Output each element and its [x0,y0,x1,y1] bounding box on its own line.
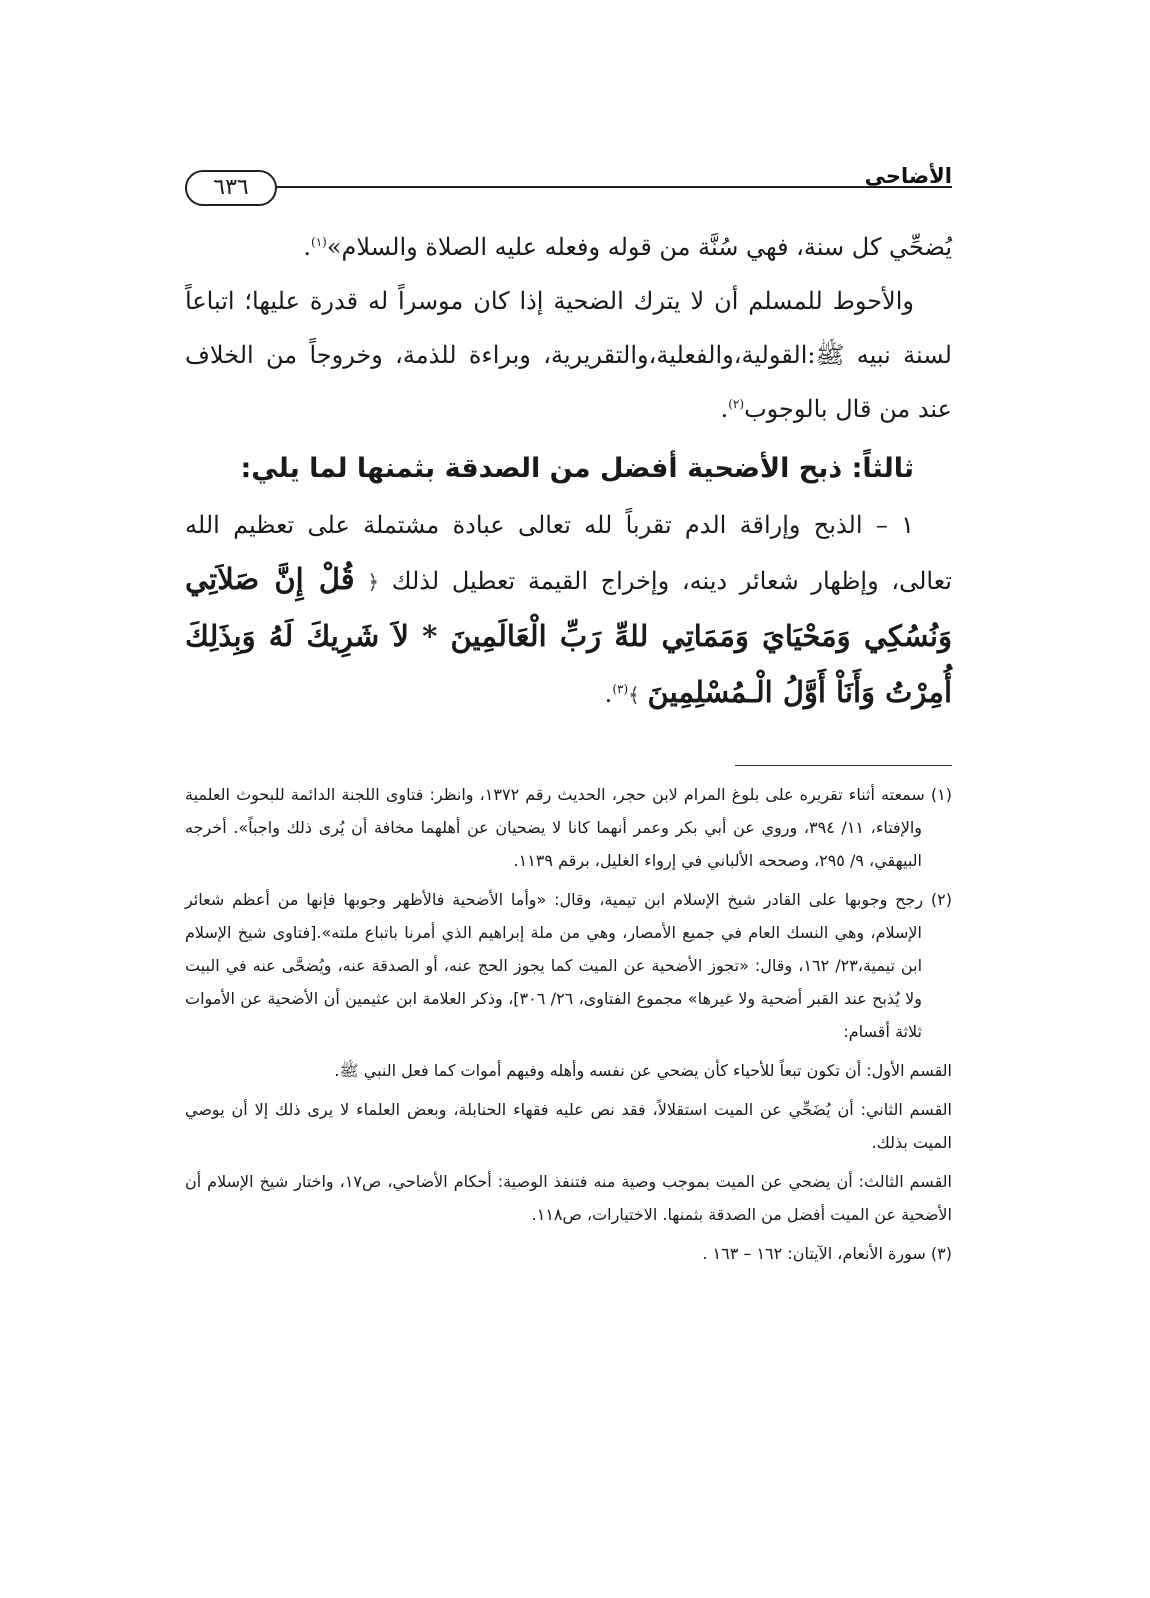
footnotes [185,778,952,1276]
continuation-text: يُضحِّي كل سنة، فهي سُنَّة من قوله وفعله عليه الصلاة والسلام» [326,233,952,261]
main-text [185,220,952,722]
footnote-1: (١) سمعته أثناء تقريره على بلوغ المرام لابن حجر، الحديث رقم ١٣٧٢، وانظر: فتاوى اللجنة الدائمة للبحوث العلمية والإفتاء، ١١/ ٣٩٤، وروي عن أبي بكر وعمر أنهما كانا لا يضحيان عن أهلهما مخافة أن يُرى ذلك واجباً». أخرجه البيهقي، ٩/ ٢٩٥، وصححه الألباني في إرواء الغليل، برقم ١١٣٩. [185,785,953,870]
quran-bracket-open: ﴿ [367,570,380,594]
footnote-ref-3: (٣) [612,682,629,696]
quran-verse: قُلْ إِنَّ صَلاَتِي وَنُسُكِي وَمَحْيَايَ وَمَمَاتِي للهِّ رَبِّ الْعَالَمِينَ * لاَ شَرِيكَ لَهُ وَبِذَلِكَ أُمِرْتُ وَأَنَاْ أَوَّلُ الْـمُسْلِمِينَ [185,562,952,709]
footnote-ref-2: (٢) [728,397,745,411]
header-title: الأضاحي [864,164,952,188]
header-rule [185,186,952,188]
footnote-2-section-2: القسم الثاني: أن يُضَحِّي عن الميت استقلالاً، فقد نص عليه فقهاء الحنابلة، وبعض العلماء لا يرى ذلك إلا أن يوصي الميت بذلك. [185,1100,952,1152]
footnote-separator [735,765,952,766]
footnote-3: (٣) سورة الأنعام، الآيتان: ١٦٢ – ١٦٣ . [702,1244,952,1263]
continuation-line: يُضحِّي كل سنة، فهي سُنَّة من قوله وفعله عليه الصلاة والسلام»$^{(١)}$. [303,233,952,261]
footnote-2: (٢) رجح وجوبها على القادر شيخ الإسلام ابن تيمية، وقال: «وأما الأضحية فالأظهر وجوبها فإنها من أعظم شعائر الإسلام، وهي النسك العام في جميع الأمصار، وهي من ملة إبراهيم الذي أمرنا باتباع ملته».[فتاوى شيخ الإسلام ابن تيمية،٢٣/ ١٦٢، وقال: «تجوز الأضحية عن الميت كما يجوز الحج عنه، أو الصدقة عنه، ويُضحَّى عنه في البيت ولا يُذبح عند القبر أضحية ولا غيرها» مجموع الفتاوى، ٢٦/ ٣٠٦]، وذكر العلامة ابن عثيمين أن الأضحية عن الأموات ثلاثة أقسام: [185,890,952,1041]
point-one-text: ١ – الذبح وإراقة الدم تقرباً لله تعالى عبادة مشتملة على تعظيم الله تعالى، وإظهار شعائر دينه، وإخراج القيمة تعطيل لذلك [185,511,952,595]
page-header [185,158,952,208]
paragraph-precaution: والأحوط للمسلم أن لا يترك الضحية إذا كان موسراً له قدرة عليها؛ اتباعاً لسنة نبيه ﷺ:القولية،والفعلية،والتقريرية، وبراءة للذمة، وخروجاً من الخلاف عند من قال بالوجوب$^{(٢)}$. [185,287,952,423]
page-number: ٦٣٦ [185,170,277,206]
section-heading: ثالثاً: ذبح الأضحية أفضل من الصدقة بثمنها لما يلي: [240,453,914,484]
footnote-2-section-3: القسم الثالث: أن يضحي عن الميت بموجب وصية منه فتنفذ الوصية: أحكام الأضاحي، ص١٧، واختار شيخ الإسلام أن الأضحية عن الميت أفضل من الصدقة بثمنها. الاختيارات، ص١١٨. [185,1172,952,1224]
paragraph-precaution-text: والأحوط للمسلم أن لا يترك الضحية إذا كان موسراً له قدرة عليها؛ اتباعاً لسنة نبيه ﷺ:القولية،والفعلية،والتقريرية، وبراءة للذمة، وخروجاً من الخلاف عند من قال بالوجوب [185,287,952,423]
footnote-2-section-1: القسم الأول: أن تكون تبعاً للأحياء كأن يضحي عن نفسه وأهله وفيهم أموات كما فعل النبي ﷺ. [334,1061,952,1080]
point-one: ١ – الذبح وإراقة الدم تقرباً لله تعالى عبادة مشتملة على تعظيم الله تعالى، وإظهار شعائر دينه، وإخراج القيمة تعطيل لذلك ﴿ قُلْ إِنَّ صَلاَتِي وَنُسُكِي وَمَحْيَايَ وَمَمَاتِي للهِّ رَبِّ الْعَالَمِينَ * لاَ شَرِيكَ لَهُ وَبِذَلِكَ أُمِرْتُ وَأَنَاْ أَوَّلُ الْـمُسْلِمِينَ ﴾$^{(٣)}$. [185,511,952,709]
quran-bracket-close: ﴾ [628,683,640,707]
footnote-ref-1: (١) [311,235,327,249]
